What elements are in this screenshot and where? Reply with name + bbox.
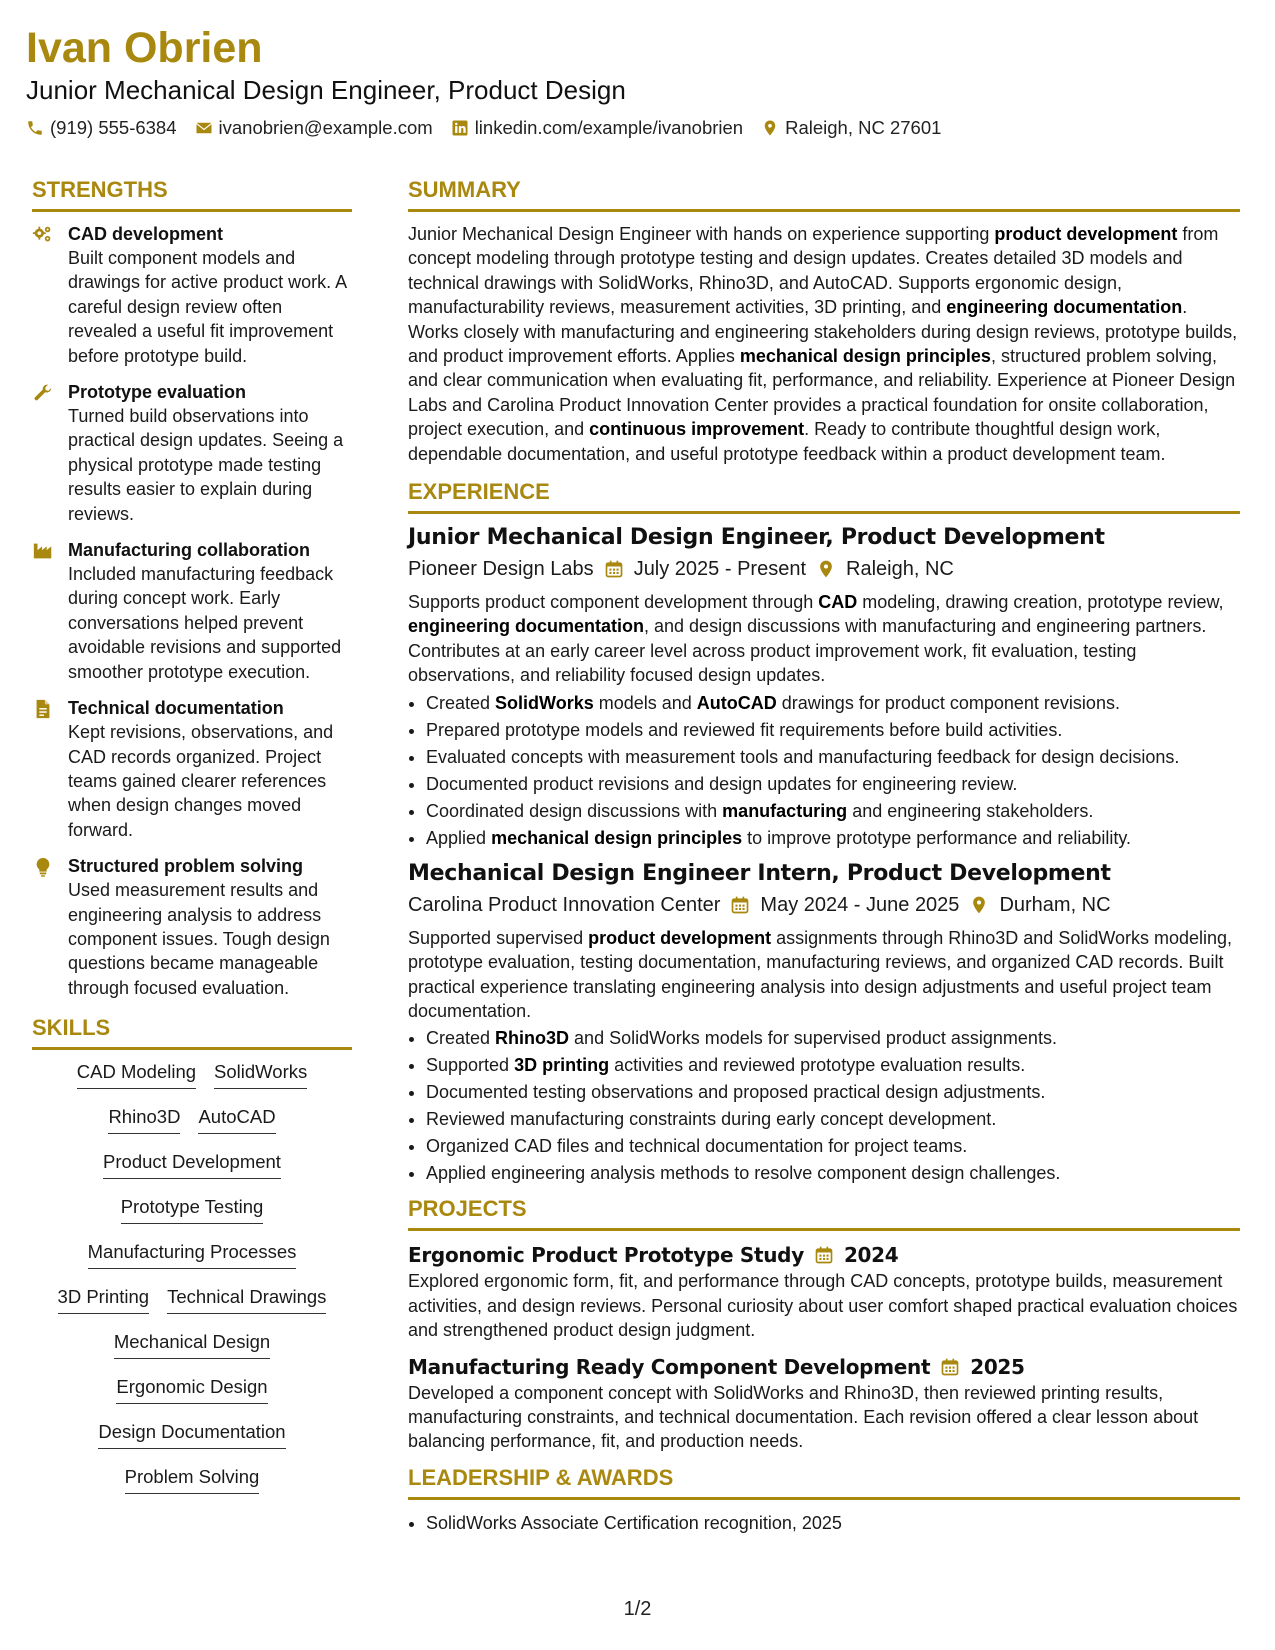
right-column xyxy=(408,176,1240,1537)
skills-row xyxy=(32,1465,352,1510)
section-divider xyxy=(408,511,1240,514)
job-title: Mechanical Design Engineer Intern, Product Development xyxy=(408,860,1111,886)
skill-tag: SolidWorks xyxy=(214,1060,307,1089)
list-item: • Created Rhino3D and SolidWorks models for supervised product assignments. xyxy=(426,1025,1240,1052)
contact-bar xyxy=(26,116,1246,140)
section-divider xyxy=(32,1047,352,1050)
strength-item xyxy=(32,380,352,526)
list-item: • Evaluated concepts with measurement tools and manufacturing feedback for design decisions. xyxy=(426,744,1240,771)
list-item: • Created SolidWorks models and AutoCAD drawings for product component revisions. xyxy=(426,690,1240,717)
page-number: 1/2 xyxy=(623,1598,652,1620)
project-title: Manufacturing Ready Component Development xyxy=(408,1354,931,1379)
strength-description: Included manufacturing feedback during concept work. Early conversations helped prevent avoidable revisions and supported smoother prototype execution. xyxy=(68,564,342,682)
contact-linkedin[interactable] xyxy=(451,116,743,140)
left-column xyxy=(32,176,352,1510)
job-meta xyxy=(408,890,1240,920)
strength-item xyxy=(32,222,352,368)
company-name: Carolina Product Innovation Center xyxy=(408,893,721,916)
emphasis-text: engineering documentation xyxy=(408,616,645,637)
email-text: ivanobrien@example.com xyxy=(218,117,433,138)
contact-location xyxy=(761,116,941,140)
strength-description: Used measurement results and engineering analysis to address component issues. Tough design questions became manageable through focused evaluation. xyxy=(68,880,330,998)
skills-row xyxy=(32,1420,352,1465)
skill-tag: Manufacturing Processes xyxy=(88,1240,297,1269)
skill-tag: 3D Printing xyxy=(58,1285,150,1314)
emphasis-text: CAD xyxy=(818,592,858,613)
section-divider xyxy=(408,1228,1240,1231)
job-description: Supported supervised product development assignments through Rhino3D and SolidWorks modeling, prototype evaluation, testing documentation, manufacturing reviews, and organized CAD records. Built practical experience translating engineering analysis into design adjustments and useful project team documentation. xyxy=(408,927,1233,1021)
skills-row xyxy=(32,1240,352,1285)
skill-tag: Prototype Testing xyxy=(121,1195,264,1224)
wrench-icon xyxy=(32,382,54,404)
skill-tag: Technical Drawings xyxy=(167,1285,326,1314)
experience-entry xyxy=(408,860,1240,1188)
emphasis-text: mechanical design principles xyxy=(491,827,743,848)
contact-email[interactable] xyxy=(195,116,433,140)
strength-description: Kept revisions, observations, and CAD records organized. Project teams gained clearer references when design changes moved forward. xyxy=(68,722,334,840)
calendar-icon xyxy=(814,1245,834,1265)
project-year: 2024 xyxy=(843,1243,899,1268)
strength-description: Built component models and drawings for active product work. A careful design review often revealed a useful fit improvement before prototype build. xyxy=(68,248,347,366)
skill-tag: Problem Solving xyxy=(125,1465,260,1494)
section-divider xyxy=(32,209,352,212)
phone-icon xyxy=(26,119,44,137)
candidate-headline: Junior Mechanical Design Engineer, Product Design xyxy=(26,75,626,105)
lightbulb-icon xyxy=(32,856,54,878)
strength-item xyxy=(32,854,352,1000)
emphasis-text: mechanical design principles xyxy=(739,346,991,367)
emphasis-text: manufacturing xyxy=(722,800,848,821)
phone-text: (919) 555-6384 xyxy=(50,117,177,138)
project-entry xyxy=(408,1241,1240,1342)
job-title: Junior Mechanical Design Engineer, Product Development xyxy=(408,525,1105,551)
skill-tag: Product Development xyxy=(103,1150,281,1179)
emphasis-text: continuous improvement xyxy=(589,419,805,440)
skills-row xyxy=(32,1285,352,1330)
leadership-heading: LEADERSHIP & AWARDS xyxy=(408,1464,674,1490)
strength-title: Structured problem solving xyxy=(68,856,304,877)
strength-description: Turned build observations into practical design updates. Seeing a physical prototype made testing results easier to explain during reviews. xyxy=(68,406,344,524)
emphasis-text: Rhino3D xyxy=(495,1028,570,1049)
section-divider xyxy=(408,1497,1240,1500)
candidate-name: Ivan Obrien xyxy=(26,24,263,72)
strengths-heading: STRENGTHS xyxy=(32,177,168,202)
strength-title: Manufacturing collaboration xyxy=(68,540,311,561)
list-item: • Organized CAD files and technical documentation for project teams. xyxy=(426,1133,1240,1160)
job-description: Supports product component development through CAD modeling, drawing creation, prototype review, engineering documentation, and design discussions with manufacturing and engineering partners. Contributes at an early career level across product improvement work, fit evaluation, testing observations, and reliability focused design updates. xyxy=(408,592,1224,686)
job-bullets xyxy=(408,690,1240,852)
list-item: • Supported 3D printing activities and reviewed prototype evaluation results. xyxy=(426,1052,1240,1079)
linkedin-icon xyxy=(451,119,469,137)
linkedin-text: linkedin.com/example/ivanobrien xyxy=(474,117,744,138)
list-item: • Applied engineering analysis methods to resolve component design challenges. xyxy=(426,1160,1240,1187)
skill-tag: Ergonomic Design xyxy=(116,1375,267,1404)
calendar-icon xyxy=(604,559,624,579)
list-item: • Prepared prototype models and reviewed fit requirements before build activities. xyxy=(426,717,1240,744)
emphasis-text: SolidWorks xyxy=(495,692,594,713)
skill-tag: Design Documentation xyxy=(98,1420,285,1449)
list-item: • Applied mechanical design principles to improve prototype performance and reliability. xyxy=(426,825,1240,852)
leadership-list xyxy=(408,1510,1240,1537)
strength-title: Technical documentation xyxy=(68,698,284,719)
emphasis-text: product development xyxy=(994,224,1178,244)
company-name: Pioneer Design Labs xyxy=(408,558,594,581)
skills-row xyxy=(32,1330,352,1375)
summary-text: Junior Mechanical Design Engineer with hands on experience supporting product development from concept modeling through prototype testing and design updates. Creates detailed 3D models and technical drawings with SolidWorks, Rhino3D, and AutoCAD. Supports ergonomic design, manufacturability reviews, measurement activities, 3D printing, and engineering documentation. Works closely with manufacturing and engineering stakeholders during design reviews, prototype builds, and product improvement efforts. Applies mechanical design principles, structured problem solving, and clear communication when evaluating fit, performance, and reliability. Experience at Pioneer Design Labs and Carolina Product Innovation Center provides a practical foundation for onsite collaboration, project execution, and continuous improvement. Ready to contribute thoughtful design work, dependable documentation, and useful prototype feedback within a product development team. xyxy=(408,224,1238,464)
calendar-icon xyxy=(940,1357,960,1377)
map-pin-icon xyxy=(816,559,836,579)
job-bullets xyxy=(408,1025,1240,1187)
project-title: Ergonomic Product Prototype Study xyxy=(408,1243,804,1268)
skills-row xyxy=(32,1060,352,1105)
skill-tag: AutoCAD xyxy=(198,1105,275,1134)
emphasis-text: product development xyxy=(588,927,772,948)
project-header xyxy=(408,1241,1240,1269)
project-header xyxy=(408,1353,1240,1381)
list-item: • SolidWorks Associate Certification recognition, 2025 xyxy=(426,1510,1240,1537)
skill-tag: CAD Modeling xyxy=(77,1060,196,1089)
experience-entry xyxy=(408,524,1240,852)
skill-tag: Mechanical Design xyxy=(114,1330,270,1359)
skills-list xyxy=(32,1060,352,1510)
skills-row xyxy=(32,1375,352,1420)
resume-header xyxy=(26,22,1246,140)
list-item: • Documented product revisions and design updates for engineering review. xyxy=(426,771,1240,798)
list-item: • Reviewed manufacturing constraints during early concept development. xyxy=(426,1106,1240,1133)
envelope-icon xyxy=(195,119,213,137)
map-pin-icon xyxy=(761,119,779,137)
project-year: 2025 xyxy=(970,1354,1025,1379)
strength-item xyxy=(32,538,352,684)
job-meta xyxy=(408,554,1240,584)
list-item: • Documented testing observations and proposed practical design adjustments. xyxy=(426,1079,1240,1106)
projects-heading: PROJECTS xyxy=(408,1196,527,1222)
skills-heading: SKILLS xyxy=(32,1015,111,1041)
map-pin-icon xyxy=(969,895,989,915)
strength-title: CAD development xyxy=(68,224,224,244)
job-dates: May 2024 - June 2025 xyxy=(760,893,960,916)
strength-item xyxy=(32,696,352,842)
strengths-list xyxy=(32,222,352,1000)
job-location: Durham, NC xyxy=(999,893,1111,916)
skills-row xyxy=(32,1150,352,1195)
section-divider xyxy=(408,209,1240,212)
project-description: Explored ergonomic form, fit, and performance through CAD concepts, prototype builds, measurement activities, and design reviews. Personal curiosity about user comfort shaped practical evaluation choices and strengthened product design judgment. xyxy=(408,1271,1238,1341)
skill-tag: Rhino3D xyxy=(108,1105,180,1134)
project-description: Developed a component concept with SolidWorks and Rhino3D, then reviewed printing results, manufacturing constraints, and technical documentation. Each revision offered a clear lesson about balancing performance, fit, and production needs. xyxy=(408,1382,1199,1452)
gears-icon xyxy=(32,224,54,246)
emphasis-text: 3D printing xyxy=(514,1055,610,1076)
project-entry xyxy=(408,1353,1240,1454)
skills-row xyxy=(32,1105,352,1150)
job-dates: July 2025 - Present xyxy=(633,558,807,581)
strength-title: Prototype evaluation xyxy=(68,382,247,403)
calendar-icon xyxy=(730,895,750,915)
factory-icon xyxy=(32,540,54,562)
summary-heading: SUMMARY xyxy=(408,177,521,202)
job-location: Raleigh, NC xyxy=(846,558,954,581)
list-item: • Coordinated design discussions with manufacturing and engineering stakeholders. xyxy=(426,798,1240,825)
experience-heading: EXPERIENCE xyxy=(408,479,550,505)
skills-row xyxy=(32,1195,352,1240)
contact-phone xyxy=(26,116,177,140)
emphasis-text: engineering documentation xyxy=(946,297,1183,318)
emphasis-text: AutoCAD xyxy=(696,692,777,713)
document-icon xyxy=(32,698,54,720)
location-text: Raleigh, NC 27601 xyxy=(785,117,942,138)
